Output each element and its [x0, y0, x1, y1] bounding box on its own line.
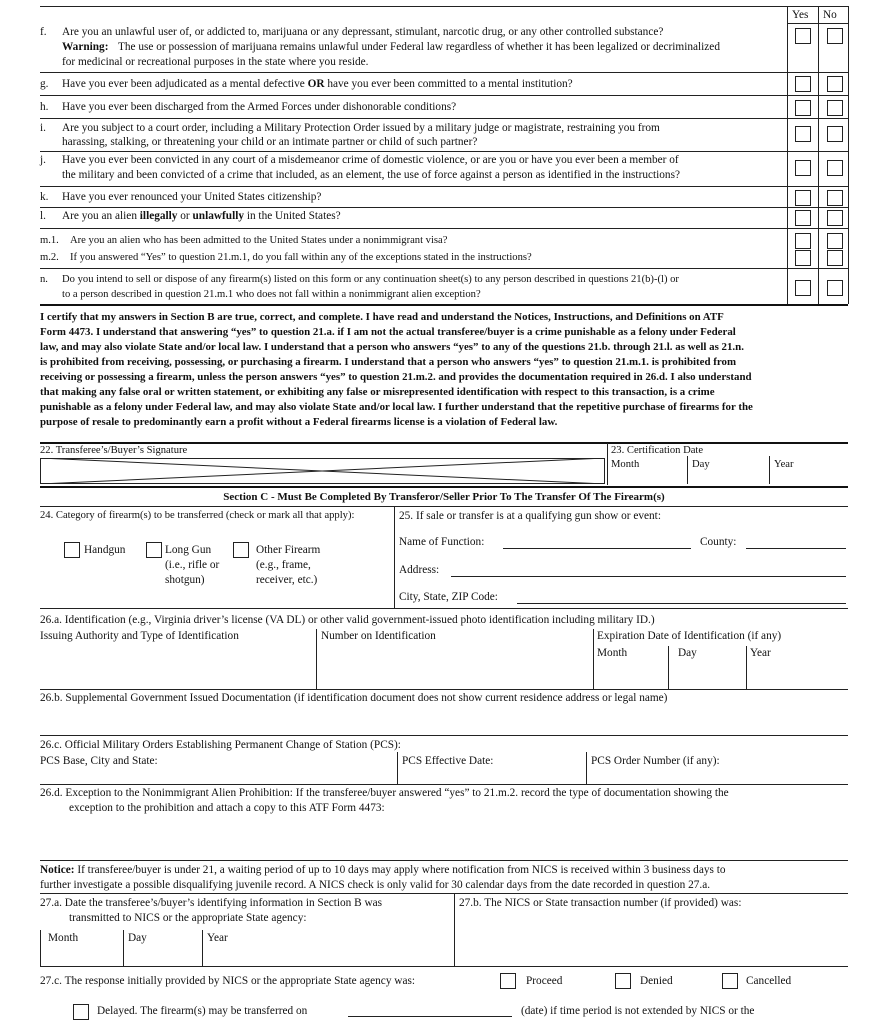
- question-letter: l.: [40, 210, 46, 222]
- other-firearm-sub: (e.g., frame,: [256, 559, 311, 571]
- no-checkbox[interactable]: [827, 250, 843, 266]
- warning-label: Warning:: [62, 41, 109, 53]
- certification-line: is prohibited from receiving, possessing, or purchasing a firearm. I understand that a person who answers “yes” to question 21.m.1. is prohibited from: [40, 356, 737, 368]
- function-name-input[interactable]: [503, 548, 691, 549]
- field-divider: [607, 443, 608, 485]
- long-gun-sub: shotgun): [165, 574, 205, 586]
- delayed-date-input[interactable]: [348, 1016, 512, 1017]
- proceed-label: Proceed: [526, 975, 563, 987]
- long-gun-label: Long Gun: [165, 544, 212, 556]
- question-text: Are you an unlawful user of, or addicted to, marijuana or any depressant, stimulant, narcotic drug, or any other controlled substance?: [62, 26, 664, 38]
- question-text: Have you ever renounced your United States citizenship?: [62, 191, 322, 203]
- row-divider: [40, 893, 848, 894]
- question-text: Have you ever been adjudicated as a mental defective OR have you ever been committed to a mental institution?: [62, 78, 573, 90]
- section-divider: [40, 304, 848, 306]
- no-header: No: [823, 9, 837, 21]
- question-letter: m.1.: [40, 235, 59, 246]
- denied-checkbox[interactable]: [615, 973, 631, 989]
- id-expiration-label: Expiration Date of Identification (if any): [597, 630, 782, 642]
- nics-date-input[interactable]: [42, 946, 452, 965]
- no-checkbox[interactable]: [827, 76, 843, 92]
- nonimmigrant-exception-cont: exception to the prohibition and attach a copy to this ATF Form 4473:: [69, 802, 385, 814]
- nics-date-label-cont: transmitted to NICS or the appropriate State agency:: [69, 912, 307, 924]
- nics-response-label: 27.c. The response initially provided by NICS or the appropriate State agency was:: [40, 975, 416, 987]
- nics-transaction-input[interactable]: [460, 912, 846, 964]
- other-firearm-label: Other Firearm: [256, 544, 321, 556]
- delayed-tail: (date) if time period is not extended by NICS or the: [521, 1005, 755, 1017]
- certification-line: punishable as a felony under Federal law, and may also violate State and/or local law. I further understand that the repetitive purchase of firearms for the: [40, 401, 753, 413]
- question-letter: g.: [40, 78, 49, 90]
- row-divider: [40, 228, 848, 229]
- yes-header: Yes: [792, 9, 809, 21]
- question-text: Have you ever been discharged from the Armed Forces under dishonorable conditions?: [62, 101, 457, 113]
- question-text-cont: to a person described in question 21.m.1 who does not fall within a nonimmigrant alien exception?: [62, 289, 481, 300]
- signature-label: 22. Transferee’s/Buyer’s Signature: [40, 445, 188, 456]
- certification-line: I certify that my answers in Section B are true, correct, and complete. I have read and understand the Notices, Instructions, and Definitions on ATF: [40, 311, 724, 323]
- no-checkbox[interactable]: [827, 233, 843, 249]
- signature-field[interactable]: [40, 458, 605, 484]
- no-checkbox[interactable]: [827, 126, 843, 142]
- row-divider: [40, 860, 848, 861]
- cancelled-label: Cancelled: [746, 975, 792, 987]
- row-divider: [40, 72, 848, 73]
- yes-checkbox[interactable]: [795, 233, 811, 249]
- field-divider: [593, 629, 594, 689]
- county-label: County:: [700, 536, 737, 548]
- question-letter: n.: [40, 274, 48, 285]
- certification-date-input[interactable]: [611, 458, 847, 484]
- id-number-input[interactable]: [318, 644, 591, 688]
- certification-line: that making any false oral or written statement, or exhibiting any false or misrepresented identification with respect to this transaction, is a crime: [40, 386, 715, 398]
- expiration-day-label: Day: [678, 647, 697, 659]
- question-text: Have you ever been convicted in any court of a misdemeanor crime of domestic violence, or are you or have you ever been a member of: [62, 154, 679, 166]
- row-divider: [40, 735, 848, 736]
- long-gun-sub: (i.e., rifle or: [165, 559, 220, 571]
- no-checkbox[interactable]: [827, 280, 843, 296]
- question-letter: i.: [40, 122, 46, 134]
- denied-label: Denied: [640, 975, 673, 987]
- no-checkbox[interactable]: [827, 160, 843, 176]
- yes-checkbox[interactable]: [795, 190, 811, 206]
- handgun-checkbox[interactable]: [64, 542, 80, 558]
- yes-checkbox[interactable]: [795, 28, 811, 44]
- gun-show-label: 25. If sale or transfer is at a qualifying gun show or event:: [399, 510, 661, 522]
- expiration-month-label: Month: [597, 647, 628, 659]
- yes-checkbox[interactable]: [795, 210, 811, 226]
- row-divider: [40, 95, 848, 96]
- field-divider: [316, 629, 317, 689]
- no-checkbox[interactable]: [827, 100, 843, 116]
- issuing-authority-input[interactable]: [40, 644, 314, 688]
- cancelled-checkbox[interactable]: [722, 973, 738, 989]
- question-text: Are you an alien illegally or unlawfully in the United States?: [62, 210, 341, 222]
- warning-text: The use or possession of marijuana remains unlawful under Federal law regardless of whether it has been legalized or decriminalized: [118, 41, 720, 53]
- pcs-orders-label: 26.c. Official Military Orders Establishing Permanent Change of Station (PCS):: [40, 739, 401, 751]
- row-divider: [40, 207, 848, 208]
- question-text: Are you subject to a court order, including a Military Protection Order issued by a military judge or magistrate, restraining you from: [62, 122, 660, 134]
- other-firearm-sub: receiver, etc.): [256, 574, 318, 586]
- header-rule: [787, 23, 848, 24]
- city-state-zip-label: City, State, ZIP Code:: [399, 591, 498, 603]
- city-state-zip-input[interactable]: [517, 603, 846, 604]
- certification-date-label: 23. Certification Date: [611, 445, 704, 456]
- long-gun-checkbox[interactable]: [146, 542, 162, 558]
- row-divider: [40, 268, 848, 269]
- question-text: If you answered “Yes” to question 21.m.1, do you fall within any of the exceptions stated in the instructions?: [70, 252, 532, 263]
- section-divider: [40, 486, 848, 488]
- yes-column-border: [787, 6, 788, 304]
- function-name-label: Name of Function:: [399, 536, 485, 548]
- top-border: [40, 6, 848, 7]
- address-input[interactable]: [451, 576, 846, 577]
- no-checkbox[interactable]: [827, 28, 843, 44]
- certification-line: receiving or possessing a firearm, unless the person answers “yes” to question 21.m.2. and provides the documentation required in 26.d. I also understand: [40, 371, 752, 383]
- question-text: Do you intend to sell or dispose of any firearm(s) listed on this form or any continuation sheet(s) to any person described in questions 21(b)-(l) or: [62, 274, 679, 285]
- question-text-cont: the military and been convicted of a crime that included, as an element, the use of force against a person as identified in the instructions?: [62, 169, 680, 181]
- delayed-label: Delayed. The firearm(s) may be transferred on: [97, 1005, 308, 1017]
- nonimmigrant-exception-input[interactable]: [40, 818, 848, 858]
- yes-checkbox[interactable]: [795, 76, 811, 92]
- nics-date-label: 27.a. Date the transferee’s/buyer’s identifying information in Section B was: [40, 897, 383, 909]
- proceed-checkbox[interactable]: [500, 973, 516, 989]
- county-input[interactable]: [746, 548, 846, 549]
- section-c-title: Section C - Must Be Completed By Transferor/Seller Prior To The Transfer Of The Firearm(s): [223, 491, 665, 503]
- field-divider: [454, 894, 455, 966]
- yes-checkbox[interactable]: [795, 250, 811, 266]
- field-divider: [394, 506, 395, 608]
- expiration-year-label: Year: [750, 647, 771, 659]
- nonimmigrant-exception-label: 26.d. Exception to the Nonimmigrant Alien Prohibition: If the transferee/buyer answered “yes” to 21.m.2. record the type of documentation showing the: [40, 787, 729, 799]
- notice-text-cont: further investigate a possible disqualifying juvenile record. A NICS check is only valid for 30 calendar days from the date recorded in question 27.a.: [40, 879, 711, 891]
- question-letter: f.: [40, 26, 47, 38]
- no-column-border: [818, 6, 819, 304]
- question-text-cont: for medicinal or recreational purposes in the state where you reside.: [62, 56, 369, 68]
- signature-crossed-box: [40, 458, 605, 484]
- row-divider: [40, 784, 848, 785]
- other-firearm-checkbox[interactable]: [233, 542, 249, 558]
- date-divider: [668, 646, 669, 689]
- row-divider: [40, 186, 848, 187]
- certification-line: Form 4473. I understand that answering “yes” to question 21.a. if I am not the actual transferee/buyer is a crime punishable as a felony under Federal: [40, 326, 736, 338]
- address-label: Address:: [399, 564, 440, 576]
- row-divider: [40, 966, 848, 967]
- pcs-base-label: PCS Base, City and State:: [40, 755, 158, 767]
- nics-day-label: Day: [128, 932, 147, 944]
- identification-label: 26.a. Identification (e.g., Virginia driver’s license (VA DL) or other valid government-issued photo identification including military ID.): [40, 614, 655, 626]
- pcs-effective-date-label: PCS Effective Date:: [402, 755, 494, 767]
- question-letter: k.: [40, 191, 49, 203]
- date-divider: [40, 930, 41, 966]
- yes-checkbox[interactable]: [795, 100, 811, 116]
- date-year-label: Year: [774, 459, 794, 470]
- row-divider: [40, 608, 848, 609]
- field-divider: [586, 752, 587, 784]
- yes-checkbox[interactable]: [795, 280, 811, 296]
- yes-checkbox[interactable]: [795, 160, 811, 176]
- no-checkbox[interactable]: [827, 190, 843, 206]
- handgun-label: Handgun: [84, 544, 126, 556]
- question-letter: j.: [40, 154, 46, 166]
- pcs-order-number-label: PCS Order Number (if any):: [591, 755, 720, 767]
- nics-month-label: Month: [48, 932, 79, 944]
- nics-year-label: Year: [207, 932, 228, 944]
- certification-line: law, and may also violate State and/or local law. I understand that a person who answers “yes” to any of the questions 21.b. through 21.l. as well as 21.n.: [40, 341, 744, 353]
- row-divider: [40, 118, 848, 119]
- nics-transaction-label: 27.b. The NICS or State transaction number (if provided) was:: [459, 897, 742, 909]
- field-divider: [397, 752, 398, 784]
- question-text-cont: harassing, stalking, or threatening your child or an intimate partner or child of such partner?: [62, 136, 478, 148]
- notice-text: Notice: If transferee/buyer is under 21, a waiting period of up to 10 days may apply where notification from NICS is received within 3 business days to: [40, 864, 726, 876]
- date-day-label: Day: [692, 459, 710, 470]
- id-number-label: Number on Identification: [321, 630, 436, 642]
- yes-checkbox[interactable]: [795, 126, 811, 142]
- question-letter: m.2.: [40, 252, 59, 263]
- question-letter: h.: [40, 101, 49, 113]
- no-checkbox[interactable]: [827, 210, 843, 226]
- row-divider: [40, 689, 848, 690]
- date-month-label: Month: [611, 459, 640, 470]
- row-divider: [40, 151, 848, 152]
- issuing-authority-label: Issuing Authority and Type of Identification: [40, 630, 239, 642]
- date-divider: [746, 646, 747, 689]
- firearm-category-label: 24. Category of firearm(s) to be transferred (check or mark all that apply):: [40, 510, 355, 521]
- right-column-border: [848, 6, 849, 304]
- row-divider: [40, 506, 848, 507]
- supplemental-doc-input[interactable]: [40, 707, 848, 735]
- question-text: Are you an alien who has been admitted to the United States under a nonimmigrant visa?: [70, 235, 448, 246]
- supplemental-doc-label: 26.b. Supplemental Government Issued Documentation (if identification document does not show current residence address or legal name): [40, 692, 668, 704]
- delayed-checkbox[interactable]: [73, 1004, 89, 1020]
- certification-line: purpose of resale to predominantly earn a profit without a Federal firearms license is a violation of Federal law.: [40, 416, 558, 428]
